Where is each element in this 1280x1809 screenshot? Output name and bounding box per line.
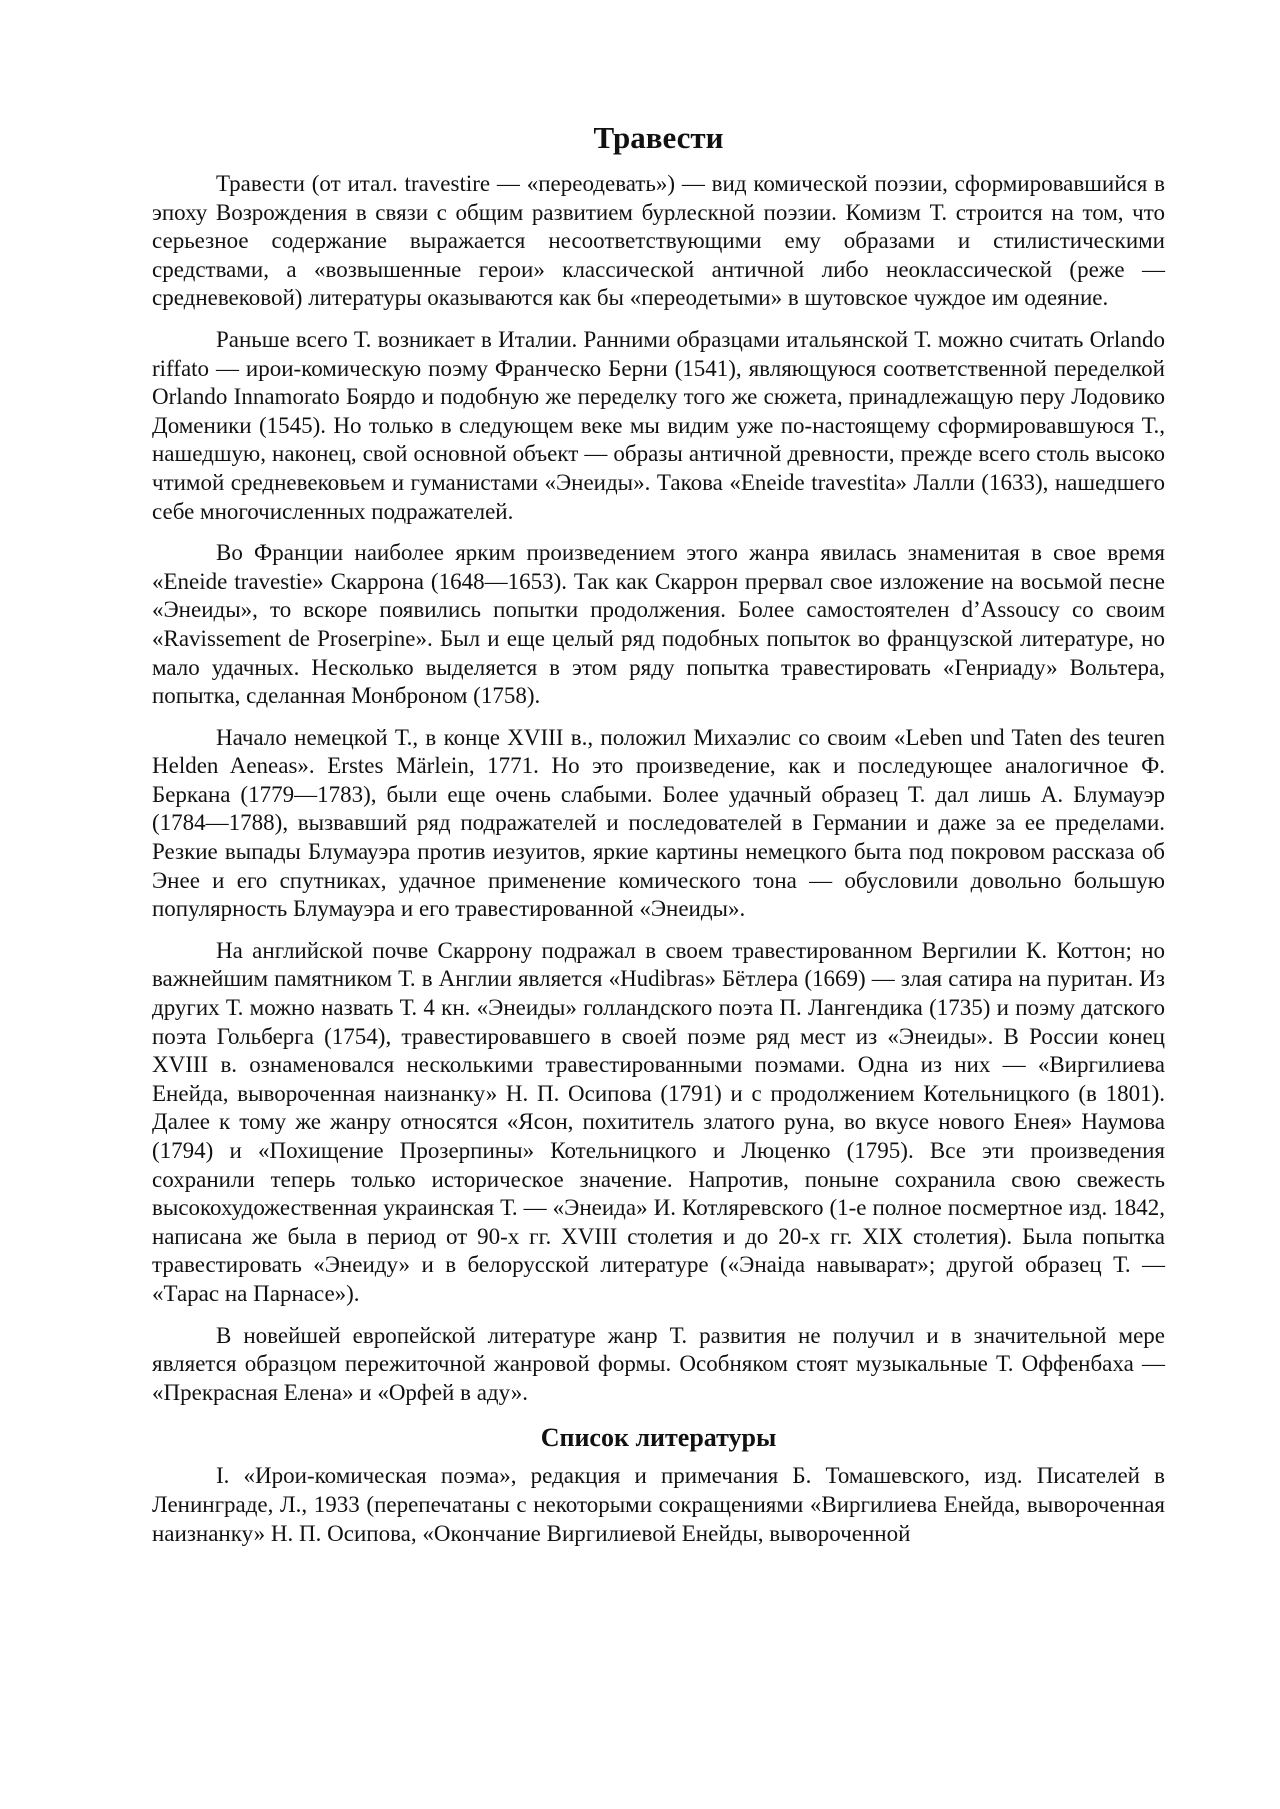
bibliography-entry: I. «Ирои-комическая поэма», редакция и примечания Б. Томашевского, изд. Писателей в Ленинграде, Л., 1933 (перепечатаны с некоторыми сокращениями «Виргилиева Енейда, вывороченная наизнанку» Н. П. Осипова, «Окончание Виргилиевой Енейды, вывороченной [152, 1463, 1165, 1546]
paragraph: На английской почве Скаррону подражал в своем травестированном Вергилии К. Коттон; но важнейшим памятником Т. в Англии является «Hudibras» Бётлера (1669) — злая сатира на пуритан. Из других Т. можно назвать Т. 4 кн. «Энеиды» голландского поэта П. Лангендика (1735) и поэму датского поэта Гольберга (1754), травестировавшего в своей поэме ряд мест из «Энеиды». В России конец XVIII в. ознаменовался несколькими травестированными поэмами. Одна из них — «Виргилиева Енейда, вывороченная наизнанку» Н. П. Осипова (1791) и с продолжением Котельницкого (в 1801). Далее к тому же жанру относятся «Ясон, похититель златого руна, во вкусе нового Енея» Наумова (1794) и «Похищение Прозерпины» Котельницкого и Люценко (1795). Все эти произведения сохранили теперь только историческое значение. Напротив, поныне сохранила свою свежесть высокохудожественная украинская Т. — «Энеида» И. Котляревского (1-е полное посмертное изд. 1842, написана же была в период от 90-х гг. XVIII столетия и до 20-х гг. XIX столетия). Была попытка травестировать «Энеиду» и в белорусской литературе («Энаiда навыварат»; другой образец Т. — «Тарас на Парнасе»). [152, 937, 1165, 1306]
paragraph: Начало немецкой Т., в конце XVIII в., положил Михаэлис со своим «Leben und Taten des teuren Helden Aeneas». Erstes Märlein, 1771. Но это произведение, как и последующее аналогичное Ф. Беркана (1779—1783), были еще очень слабыми. Более удачный образец Т. дал лишь А. Блумауэр (1784—1788), вызвавший ряд подражателей и последователей в Германии и даже за ее пределами. Резкие выпады Блумауэра против иезуитов, яркие картины немецкого быта под покровом рассказа об Энее и его спутниках, удачное применение комического тона — обусловили довольно большую популярность Блумауэра и его травестированной «Энеиды». [152, 724, 1165, 922]
bibliography-heading: Список литературы [540, 1423, 777, 1453]
paragraph: Травести (от итал. travestire — «переодевать») — вид комической поэзии, сформировавшийся в эпоху Возрождения в связи с общим развитием бурлескной поэзии. Комизм Т. строится на том, что серьезное содержание выражается несоответствующими ему образами и стилистическими средствами, а «возвышенные герои» классической античной либо неоклассической (реже — средневековой) литературы оказываются как бы «переодетыми» в шутовское чуждое им одеяние. [152, 171, 1165, 311]
paragraph: Раньше всего Т. возникает в Италии. Ранними образцами итальянской Т. можно считать Orlando riffato — ирои-комическую поэму Франческо Берни (1541), являющуюся соответственной переделкой Orlando Innamorato Боярдо и подобную же переделку того же сюжета, принадлежащую перу Лодовико Доменики (1545). Но только в следующем веке мы видим уже по-настоящему сформировавшуюся Т., нашедшую, наконец, свой основной объект — образы античной древности, прежде всего столь высоко чтимой средневековьем и гуманистами «Энеиды». Такова «Eneide travestita» Лалли (1633), нашедшего себе многочисленных подражателей. [152, 326, 1165, 524]
paragraph: В новейшей европейской литературе жанр Т. развития не получил и в значительной мере является образцом пережиточной жанровой формы. Особняком стоят музыкальные Т. Оффенбаха — «Прекрасная Елена» и «Орфей в аду». [152, 1322, 1165, 1405]
document-title: Травести [593, 120, 724, 155]
document-page [152, 118, 1165, 1561]
paragraph: Во Франции наиболее ярким произведением этого жанра явилась знаменитая в свое время «Eneide travestie» Скаррона (1648—1653). Так как Скаррон прервал свое изложение на восьмой песне «Энеиды», то вскоре появились попытки продолжения. Более самостоятелен d’Assoucy со своим «Ravissement de Proserpine». Был и еще целый ряд подобных попыток во французской литературе, но мало удачных. Несколько выделяется в этом ряду попытка травестировать «Генриаду» Вольтера, попытка, сделанная Монброном (1758). [152, 540, 1165, 709]
